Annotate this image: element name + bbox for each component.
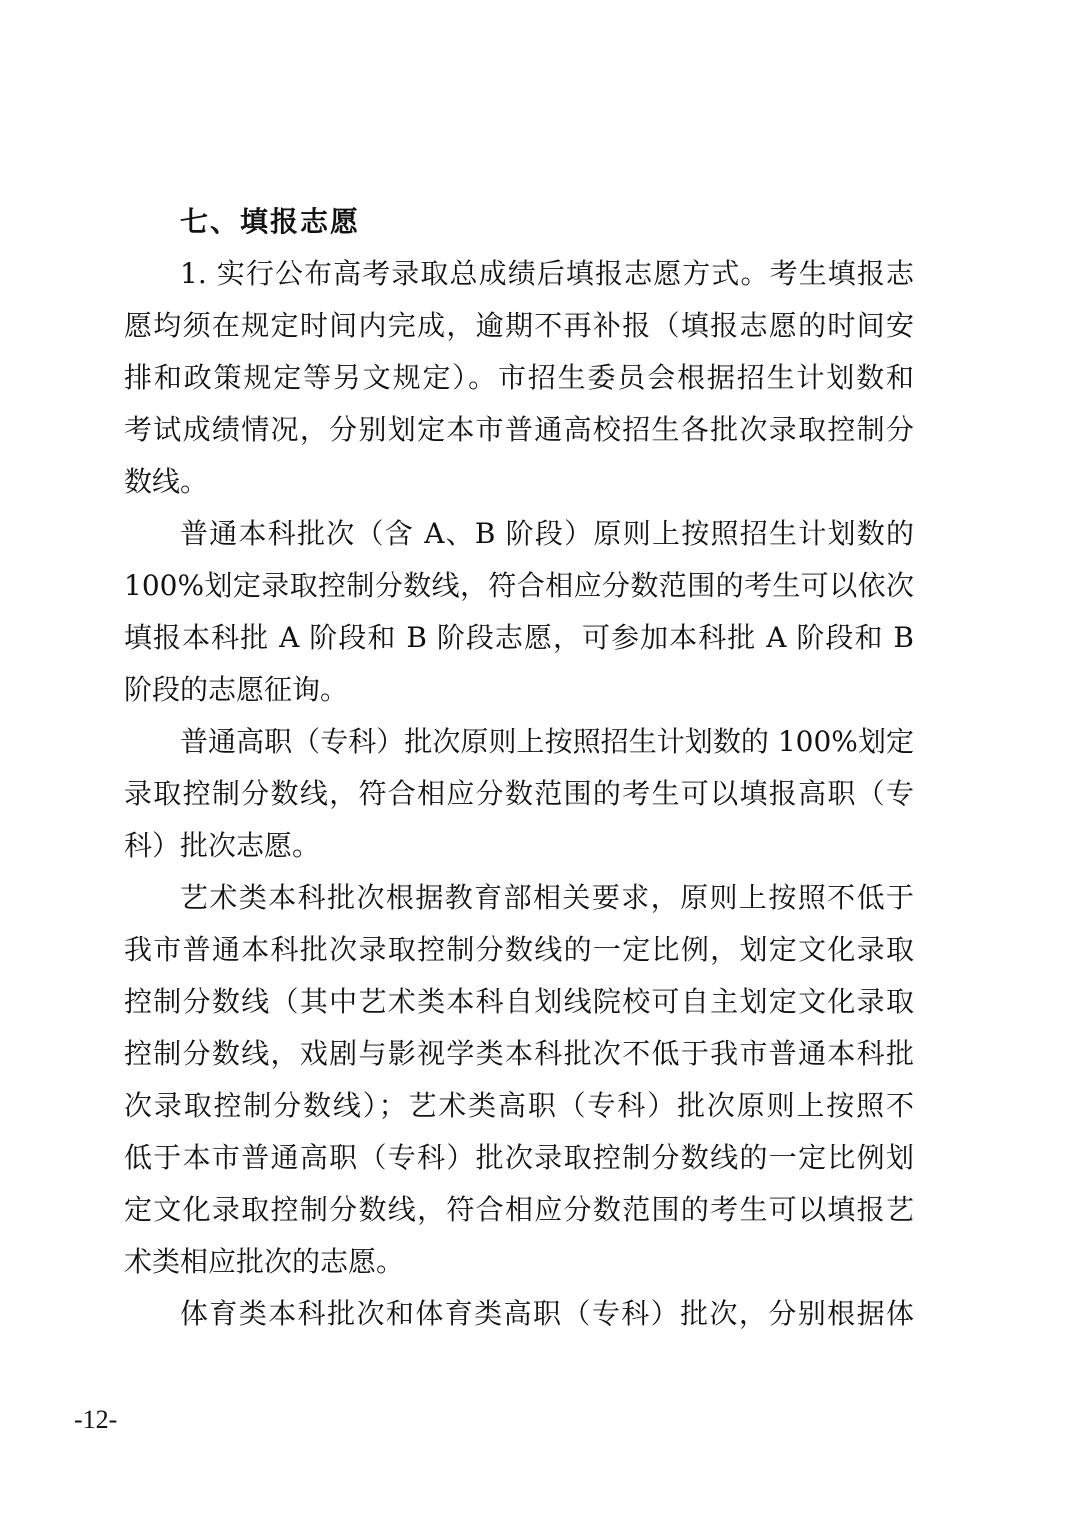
paragraph-2-line-2: 100%划定录取控制分数线，符合相应分数范围的考生可以依次	[124, 569, 914, 602]
paragraph-3-line-3: 科）批次志愿。	[124, 829, 321, 862]
paragraph-4-line-5: 次录取控制分数线）；艺术类高职（专科）批次原则上按照不	[124, 1089, 914, 1122]
paragraph-1-line-1: 1. 实行公布高考录取总成绩后填报志愿方式。考生填报志	[180, 257, 914, 290]
paragraph-1-line-2: 愿均须在规定时间内完成，逾期不再补报（填报志愿的时间安	[124, 309, 914, 342]
paragraph-5-line-1: 体育类本科批次和体育类高职（专科）批次，分别根据体	[180, 1297, 914, 1330]
paragraph-3-line-1: 普通高职（专科）批次原则上按照招生计划数的 100%划定	[180, 725, 914, 758]
paragraph-4-line-8: 术类相应批次的志愿。	[124, 1245, 405, 1278]
paragraph-2-line-3: 填报本科批 A 阶段和 B 阶段志愿，可参加本科批 A 阶段和 B	[124, 621, 914, 654]
paragraph-4-line-3: 控制分数线（其中艺术类本科自划线院校可自主划定文化录取	[124, 985, 914, 1018]
paragraph-1-line-4: 考试成绩情况，分别划定本市普通高校招生各批次录取控制分	[124, 413, 914, 446]
paragraph-4-line-2: 我市普通本科批次录取控制分数线的一定比例，划定文化录取	[124, 933, 914, 966]
paragraph-4-line-4: 控制分数线，戏剧与影视学类本科批次不低于我市普通本科批	[124, 1037, 914, 1070]
paragraph-4-line-6: 低于本市普通高职（专科）批次录取控制分数线的一定比例划	[124, 1141, 914, 1174]
paragraph-1-line-5: 数线。	[124, 465, 209, 498]
paragraph-1-line-3: 排和政策规定等另文规定）。市招生委员会根据招生计划数和	[124, 361, 914, 394]
paragraph-4-line-7: 定文化录取控制分数线，符合相应分数范围的考生可以填报艺	[124, 1193, 914, 1226]
page-number: -12-	[74, 1405, 118, 1434]
paragraph-2-line-4: 阶段的志愿征询。	[124, 673, 349, 706]
paragraph-2-line-1: 普通本科批次（含 A、B 阶段）原则上按照招生计划数的	[180, 517, 914, 550]
paragraph-3-line-2: 录取控制分数线，符合相应分数范围的考生可以填报高职（专	[124, 777, 914, 810]
paragraph-4-line-1: 艺术类本科批次根据教育部相关要求，原则上按照不低于	[180, 881, 914, 914]
section-heading: 七、填报志愿	[180, 205, 361, 238]
